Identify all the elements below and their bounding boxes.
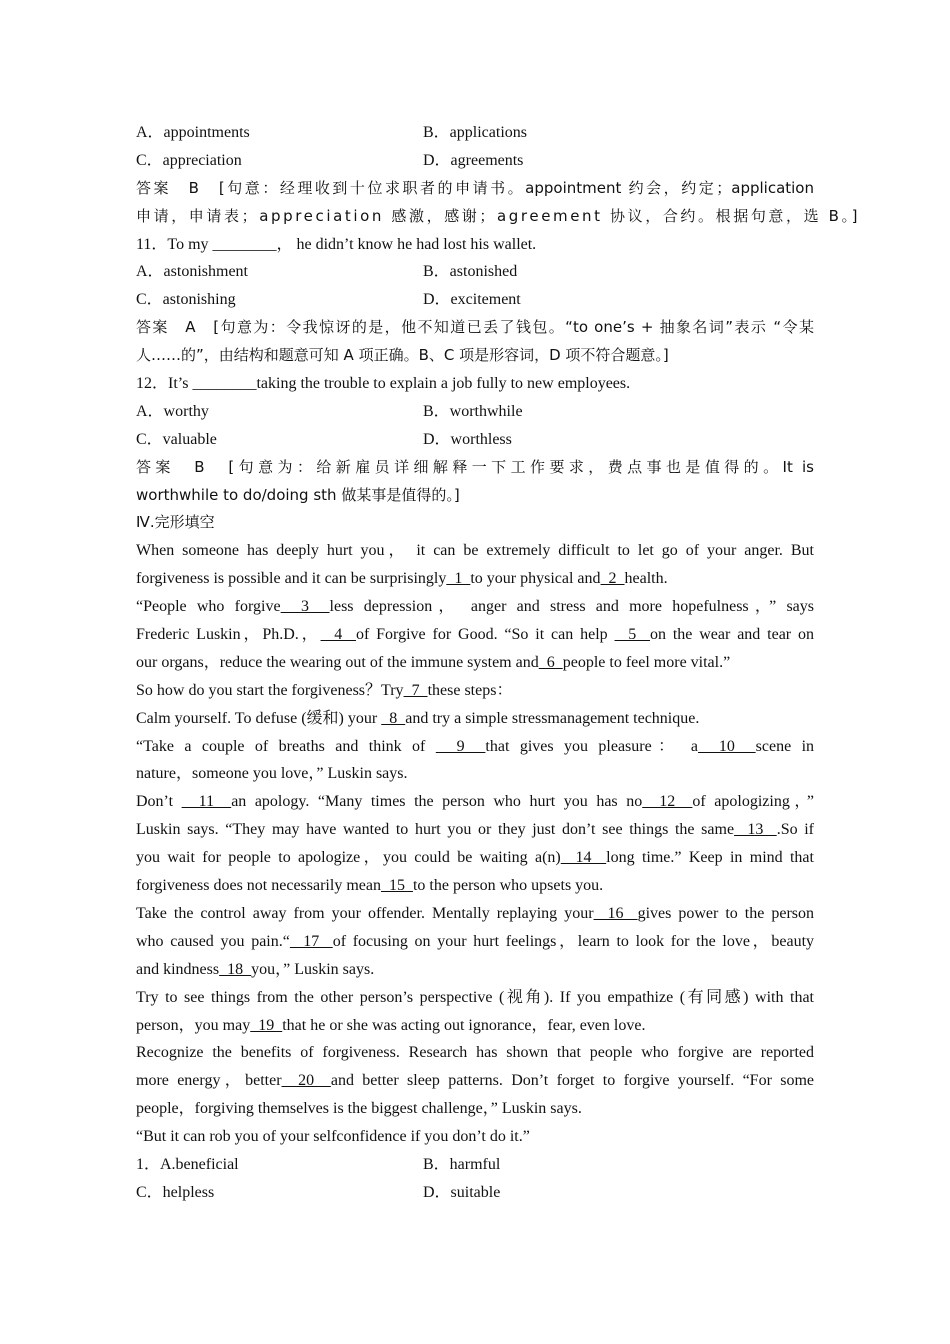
passage-text: you wait for people to apologize，you could be waiting a(n) [136,849,561,867]
passage-text: and better sleep patterns. Don’t forget to forgive yourself. “For some [330,1072,815,1090]
cloze-blank: 1 [446,570,471,588]
passage-line [136,872,814,900]
passage-text: more energy，better [136,1072,282,1090]
q11-options-row-1 [136,258,814,286]
passage-text: Calm yourself. To defuse (缓和) your [136,709,382,727]
passage-text: who caused you pain.“ [136,932,290,950]
passage-text: these steps： [427,681,513,699]
passage-text: less depression， anger and stress and more hopefulness，” says [329,598,815,616]
passage-line [136,928,814,956]
passage-text: an apology. “Many times the person who hurt you has no [231,793,643,811]
q11-option-c: C．astonishing [136,291,236,309]
passage-text: that he or she was acting out ignorance，fear, even love. [282,1016,646,1034]
passage-text: gives power to the person [637,904,815,922]
passage-line [136,649,814,677]
passage-line [136,1012,814,1040]
passage-text: “People who forgive [136,598,281,616]
cloze-blank: 13 [734,821,777,839]
passage-line [136,733,814,761]
passage-text: forgiveness is possible and it can be surprisingly [136,570,447,588]
passage-line: nature，someone you love，” Luskin says. [136,765,408,783]
cloze-blank: 19 [250,1016,283,1034]
passage-line: Recognize the benefits of forgiveness. Research has shown that people who forgive are reported [136,1044,814,1062]
q12-stem: 12．It’s ________taking the trouble to explain a job fully to new employees. [136,375,631,393]
cloze-blank: 5 [614,626,650,644]
q11-answer-line-2: 人……的”，由结构和题意可知 A 项正确。B、C 项是形容词，D 项不符合题意。] [136,346,669,365]
q10-option-a: A．appointments [136,124,250,141]
passage-text: So how do you start the forgiveness？Try [136,681,404,699]
section-title: Ⅳ.完形填空 [136,513,215,532]
passage-line [136,565,814,593]
cloze-blank: 10 [698,737,756,755]
q10-options-row-1 [136,119,814,147]
q12-options-row-1 [136,398,814,426]
cloze-blank: 16 [593,904,638,922]
passage-line [136,621,814,649]
passage-line [136,705,814,733]
cloze-blank: 7 [403,681,428,699]
passage-text: our organs，reduce the wearing out of the immune system and [136,653,539,671]
q12-option-d: D．worthless [423,430,512,448]
cloze-q1-option-a: 1．A.beneficial [136,1155,239,1173]
passage-text: long time.” Keep in mind that [606,849,814,867]
q11-option-b: B．astonished [423,263,518,281]
cloze-passage [136,537,814,1151]
cloze-blank: 15 [380,877,413,895]
passage-line [136,1067,814,1095]
cloze-blank: 17 [289,932,333,950]
passage-text: of apologizing，” [692,793,815,811]
cloze-q1-option-d: D．suitable [423,1183,501,1201]
cloze-blank: 11 [181,793,232,811]
passage-text: Take the control away from your offender. Mentally replaying your [136,904,594,922]
q10-answer-line-2: 申请，申请表；appreciation 感激，感谢；agreement 协议，合约。根据句意，选 B。] [136,206,861,225]
q12-option-c: C．valuable [136,430,217,448]
q12-option-b: B．worthwhile [423,402,523,420]
q11-option-d: D．excitement [423,291,521,309]
cloze-blank: 2 [600,570,625,588]
passage-text: and kindness [136,960,220,978]
passage-line [136,816,814,844]
q11-answer-line-1: 答案 A [句意为：令我惊讶的是，他不知道已丢了钱包。“to one’s + 抽象名词”表示 “令某 [136,318,814,337]
q11-option-a: A．astonishment [136,263,248,281]
cloze-blank: 4 [320,626,356,644]
passage-line: “But it can rob you of your selfconfidence if you don’t do it.” [136,1128,530,1146]
cloze-blank: 8 [381,709,406,727]
passage-line [136,677,814,705]
passage-text: forgiveness does not necessarily mean [136,877,381,895]
passage-text: of Forgive for Good. “So it can help [355,626,615,644]
passage-text: and try a simple stressmanagement technique. [405,709,700,727]
passage-text: of focusing on your hurt feelings，learn to look for the love，beauty [332,932,815,950]
passage-text: you，” Luskin says. [251,960,375,978]
q10-option-b: B．applications [423,124,527,141]
passage-text: health. [624,570,668,588]
cloze-q1-options-row-1 [136,1151,814,1179]
q12-answer-line-1: 答案 B [句意为：给新雇员详细解释一下工作要求，费点事也是值得的。It is [136,457,814,476]
cloze-q1-options-row-2 [136,1179,814,1207]
cloze-blank: 18 [219,960,252,978]
passage-text: Don’t [136,793,182,811]
passage-text: that gives you pleasure： a [485,737,699,755]
passage-line: Try to see things from the other person’s perspective (视角). If you empathize (有同感) with that [136,988,814,1006]
passage-text: scene in [755,737,815,755]
q10-option-d: D．agreements [423,151,524,169]
cloze-q1-option-b: B．harmful [423,1155,501,1173]
passage-line [136,593,814,621]
passage-text: .So if [776,821,815,839]
passage-text: “Take a couple of breaths and think of [136,737,436,755]
q11-stem: 11．To my ________， he didn’t know he had lost his wallet. [136,235,537,253]
passage-line: people，forgiving themselves is the biggest challenge，” Luskin says. [136,1100,582,1118]
q12-answer-line-2: worthwhile to do/doing sth 做某事是值得的。] [136,485,460,504]
q10-option-c: C．appreciation [136,151,242,169]
passage-text: on the wear and tear on [649,626,815,644]
cloze-blank: 3 [280,598,330,616]
q12-option-a: A．worthy [136,402,209,420]
passage-line [136,844,814,872]
cloze-blank: 12 [642,793,693,811]
passage-line [136,788,814,816]
cloze-q1-option-c: C．helpless [136,1183,215,1201]
passage-text: to your physical and [470,570,601,588]
q10-options-row-2 [136,147,814,175]
passage-text: to the person who upsets you. [412,877,604,895]
cloze-blank: 6 [538,653,563,671]
cloze-blank: 9 [435,737,486,755]
q12-options-row-2 [136,426,814,454]
cloze-blank: 20 [281,1072,331,1090]
passage-text: Luskin says. “They may have wanted to hurt you or they just don’t see things the same [136,821,735,839]
passage-line [136,900,814,928]
passage-text: people to feel more vital.” [562,653,731,671]
passage-line: When someone has deeply hurt you， it can be extremely difficult to let go of your anger. But [136,542,814,560]
passage-text: Frederic Luskin，Ph.D.， [136,626,321,644]
passage-line [136,956,814,984]
q10-answer-line-1: 答案 B [句意：经理收到十位求职者的申请书。appointment 约会，约定；application [136,178,814,197]
document-page [136,119,861,1207]
passage-text: person，you may [136,1016,251,1034]
q11-options-row-2 [136,286,814,314]
cloze-blank: 14 [560,849,607,867]
